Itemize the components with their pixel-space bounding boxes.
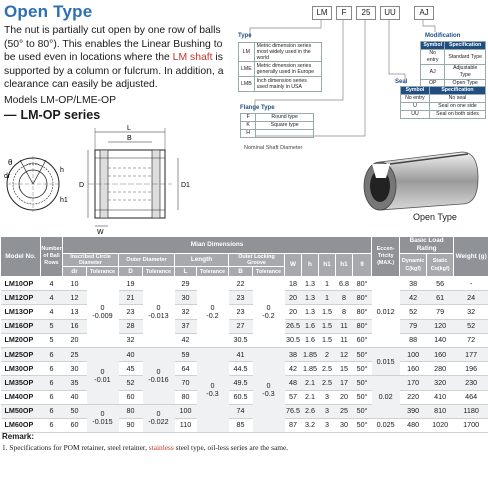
table-cell: 50°	[353, 418, 372, 432]
table-cell: 80°	[353, 291, 372, 305]
type-table	[238, 42, 322, 92]
table-cell: 100	[175, 404, 197, 418]
table-cell: 38	[400, 277, 427, 291]
table-cell: 50	[63, 404, 87, 418]
table-cell: 1.3	[302, 305, 319, 319]
type-spec: Metric dimension series generally used in Europe	[254, 62, 321, 77]
table-cell: 0 -0.015	[87, 404, 119, 432]
table-cell: 50°	[353, 362, 372, 376]
table-cell: 3	[319, 418, 336, 432]
model-cell: LM16OP	[1, 319, 41, 333]
header-static: Static Co(kgf)	[427, 254, 454, 277]
header-dr-tol: Tolerance	[87, 267, 119, 277]
series-dash: —	[4, 108, 17, 122]
mod-header-symbol: Symbol	[421, 42, 445, 50]
mod-spec: Adjustable Type	[445, 65, 486, 80]
table-cell: 3.2	[302, 418, 319, 432]
header-model: Model No.	[1, 237, 41, 277]
table-cell: 23	[229, 305, 253, 319]
table-cell: 1.5	[319, 333, 336, 347]
seal-table-label: Seal	[395, 79, 408, 85]
table-cell: 120	[427, 319, 454, 333]
header-h1b: h1	[336, 254, 353, 277]
table-cell: 6.8	[336, 277, 353, 291]
remark-text-2: steel type, oil-less series are the same.	[173, 443, 289, 452]
table-row	[1, 277, 488, 291]
seal-spec: Seal on one side	[429, 103, 485, 111]
table-cell: 170	[400, 376, 427, 390]
side-view	[79, 125, 190, 234]
open-type-label: Open Type	[413, 212, 457, 222]
table-cell: 2	[319, 347, 336, 361]
table-row	[1, 418, 488, 432]
table-cell: 30.5	[285, 333, 302, 347]
table-cell: 80°	[353, 319, 372, 333]
type-symbol: LMB	[239, 77, 255, 92]
label-d: D	[79, 182, 85, 189]
header-l-tol: Tolerance	[197, 267, 229, 277]
table-row	[1, 362, 488, 376]
flange-spec: Square type	[256, 122, 314, 130]
type-symbol: LME	[239, 62, 255, 77]
header-basic-load: Basic Load Rating	[400, 237, 454, 254]
table-cell: 42	[175, 333, 197, 347]
table-cell: 30	[63, 362, 87, 376]
table-cell: 160	[427, 347, 454, 361]
table-cell: 320	[427, 376, 454, 390]
type-spec: Inch dimension series used mainly in USA	[254, 77, 321, 92]
table-cell: 0 -0.3	[197, 347, 229, 432]
label-dr: dr	[4, 173, 11, 180]
table-cell: 30.5	[229, 333, 253, 347]
type-symbol: LM	[239, 43, 255, 62]
model-cell: LM10OP	[1, 277, 41, 291]
table-cell: 48	[285, 376, 302, 390]
table-cell: 16	[63, 319, 87, 333]
table-cell: 480	[400, 418, 427, 432]
end-view	[4, 156, 68, 212]
table-cell: 6	[41, 362, 63, 376]
table-cell: 87	[285, 418, 302, 432]
table-cell: 26.5	[285, 319, 302, 333]
seal-symbol: U	[401, 103, 430, 111]
table-cell: 64	[175, 362, 197, 376]
flange-spec: Round type	[256, 114, 314, 122]
bushing-drawing	[0, 122, 230, 234]
header-outer: Outer Diameter	[119, 254, 175, 267]
table-cell: 25	[63, 347, 87, 361]
table-cell: 32	[454, 305, 488, 319]
table-row	[1, 376, 488, 390]
table-cell: 160	[400, 362, 427, 376]
seal-table	[400, 86, 486, 119]
code-mod: AJ	[414, 6, 434, 20]
model-cell: LM30OP	[1, 362, 41, 376]
table-cell: 40	[63, 390, 87, 404]
series-title-text: LM-OP series	[20, 108, 101, 122]
table-cell: 74	[229, 404, 253, 418]
table-cell: 196	[454, 362, 488, 376]
table-cell: 0.012	[372, 277, 400, 348]
model-cell: LM60OP	[1, 418, 41, 432]
table-cell: 45	[119, 362, 143, 376]
table-cell: 24	[454, 291, 488, 305]
table-cell: 0.02	[372, 376, 400, 419]
table-cell: 20	[285, 291, 302, 305]
table-cell: 1.6	[302, 333, 319, 347]
flange-symbol: H	[241, 130, 256, 138]
table-cell: 6	[41, 390, 63, 404]
table-cell: 28	[119, 319, 143, 333]
table-cell: 44.5	[229, 362, 253, 376]
table-cell: 8	[336, 305, 353, 319]
table-cell: 410	[427, 390, 454, 404]
header-dynamic: Dynamic C(kgf)	[400, 254, 427, 277]
table-cell: 12	[336, 347, 353, 361]
header-d: D	[119, 267, 143, 277]
table-cell: 20	[63, 333, 87, 347]
table-cell: -	[454, 277, 488, 291]
table-cell: 5	[41, 333, 63, 347]
header-length: Length	[175, 254, 229, 267]
table-cell: 50°	[353, 390, 372, 404]
table-cell: 4	[41, 277, 63, 291]
table-cell: 0 -0.022	[143, 404, 175, 432]
table-cell: 32	[119, 333, 143, 347]
seal-header-symbol: Symbol	[401, 87, 430, 95]
table-row	[1, 319, 488, 333]
header-h1: h1	[319, 254, 336, 277]
model-cell: LM35OP	[1, 376, 41, 390]
table-cell: 0.025	[372, 418, 400, 432]
table-cell: 52	[119, 376, 143, 390]
model-cell: LM50OP	[1, 404, 41, 418]
table-cell: 29	[175, 277, 197, 291]
flange-symbol: F	[241, 114, 256, 122]
table-cell: 70	[175, 376, 197, 390]
remark-highlight: stainless	[148, 443, 174, 452]
table-cell: 220	[400, 390, 427, 404]
mod-header-spec: Specification	[445, 42, 486, 50]
mod-symbol: No entry	[421, 50, 445, 65]
table-cell: 52	[454, 319, 488, 333]
table-cell: 5	[41, 319, 63, 333]
table-cell: 0.015	[372, 347, 400, 375]
table-cell: 60.5	[229, 390, 253, 404]
table-cell: 2.6	[302, 404, 319, 418]
table-cell: 88	[400, 333, 427, 347]
table-cell: 60	[63, 418, 87, 432]
description-highlight: LM shaft	[172, 52, 213, 64]
remark-text	[2, 443, 288, 452]
table-cell: 4	[41, 291, 63, 305]
table-row	[1, 333, 488, 347]
table-cell: 0 -0.013	[143, 277, 175, 348]
model-cell: LM12OP	[1, 291, 41, 305]
seal-spec: Seal on both sides	[429, 111, 485, 119]
table-cell: 59	[175, 347, 197, 361]
table-cell: 50°	[353, 347, 372, 361]
type-table-label: Type	[238, 33, 252, 39]
table-cell: 15	[336, 362, 353, 376]
flange-spec	[256, 130, 314, 138]
header-b: B	[229, 267, 253, 277]
label-w: W	[97, 229, 104, 234]
open-type-bushing-image	[350, 148, 486, 216]
header-w: W	[285, 254, 302, 277]
table-cell: 1.85	[302, 347, 319, 361]
table-cell: 390	[400, 404, 427, 418]
code-flange: F	[336, 6, 352, 20]
table-cell: 2.5	[319, 376, 336, 390]
description-text-2: is supported by a column or fulcrum. In addition, a clearance can easily be adjusted.	[4, 52, 224, 91]
table-cell: 18	[285, 277, 302, 291]
table-cell: 0 -0.016	[143, 347, 175, 404]
table-cell: 38	[285, 347, 302, 361]
table-cell: 20	[336, 390, 353, 404]
description-text-1: The nut is partially cut open by one row of balls (50° to 80°). This enables the Linear Bushing to be used even in locations where the	[4, 25, 223, 64]
table-cell: 1.85	[302, 362, 319, 376]
table-cell: 57	[285, 390, 302, 404]
modification-table	[420, 41, 486, 88]
mod-symbol: OP	[421, 80, 445, 88]
table-cell: 1020	[427, 418, 454, 432]
header-d-tol: Tolerance	[143, 267, 175, 277]
label-d1: D1	[181, 182, 190, 189]
table-cell: 1.5	[319, 319, 336, 333]
nominal-shaft-label: Nominal Shaft Diameter	[244, 145, 303, 151]
mod-symbol: AJ	[421, 65, 445, 80]
model-cell: LM25OP	[1, 347, 41, 361]
table-cell: 76.5	[285, 404, 302, 418]
seal-spec: No seal	[429, 95, 485, 103]
label-theta: θ	[8, 158, 13, 167]
table-cell: 0 -0.2	[253, 277, 285, 348]
table-cell: 3	[319, 390, 336, 404]
table-cell: 0 -0.3	[253, 347, 285, 432]
table-row	[1, 404, 488, 418]
header-theta: θ	[353, 254, 372, 277]
dimensions-table-body	[1, 277, 488, 433]
type-spec: Metric dimension series most widely used in the world	[254, 43, 321, 62]
table-cell: 6	[41, 347, 63, 361]
table-cell: 52	[400, 305, 427, 319]
table-cell: 60°	[353, 333, 372, 347]
table-cell: 13	[63, 305, 87, 319]
mod-spec: Standard Type	[445, 50, 486, 65]
table-cell: 1	[319, 277, 336, 291]
table-cell: 2.1	[302, 390, 319, 404]
table-cell: 80	[119, 404, 143, 418]
table-cell: 35	[63, 376, 87, 390]
table-cell: 8	[336, 291, 353, 305]
table-cell: 23	[229, 291, 253, 305]
table-cell: 1	[319, 291, 336, 305]
header-groove: Outer Locking Groove	[229, 254, 285, 267]
table-cell: 50°	[353, 376, 372, 390]
remark-text-1: 1. Specifications for POM retainer, steel retainer,	[2, 443, 149, 452]
table-cell: 0 -0.2	[197, 277, 229, 348]
table-cell: 3	[319, 404, 336, 418]
table-cell: 464	[454, 390, 488, 404]
series-title	[4, 108, 100, 122]
header-rows: Number of Ball Rows	[41, 237, 63, 277]
table-cell: 72	[454, 333, 488, 347]
table-cell: 100	[400, 347, 427, 361]
table-cell: 1700	[454, 418, 488, 432]
table-cell: 4	[41, 305, 63, 319]
code-seal: UU	[380, 6, 400, 20]
table-cell: 40	[119, 347, 143, 361]
table-cell: 41	[229, 347, 253, 361]
code-size: 25	[356, 6, 376, 20]
table-cell: 21	[119, 291, 143, 305]
modification-table-label: Modification	[425, 33, 461, 39]
model-cell: LM13OP	[1, 305, 41, 319]
header-weight: Weight (g)	[454, 237, 488, 277]
table-cell: 30	[175, 291, 197, 305]
table-cell: 0 -0.009	[87, 277, 119, 348]
code-lm: LM	[312, 6, 332, 20]
table-cell: 60	[119, 390, 143, 404]
table-cell: 25	[336, 404, 353, 418]
model-cell: LM20OP	[1, 333, 41, 347]
table-cell: 1.6	[302, 319, 319, 333]
table-cell: 79	[400, 319, 427, 333]
table-cell: 280	[427, 362, 454, 376]
dimensions-table	[0, 236, 488, 433]
table-cell: 17	[336, 376, 353, 390]
description	[4, 24, 236, 92]
table-cell: 6	[41, 404, 63, 418]
label-b: B	[127, 135, 132, 142]
table-cell: 79	[427, 305, 454, 319]
label-l: L	[127, 125, 131, 132]
table-cell: 20	[285, 305, 302, 319]
table-cell: 90	[119, 418, 143, 432]
label-h: h	[60, 167, 64, 174]
table-cell: 61	[427, 291, 454, 305]
table-cell: 22	[229, 277, 253, 291]
table-cell: 49.5	[229, 376, 253, 390]
table-cell: 230	[454, 376, 488, 390]
table-cell: 32	[175, 305, 197, 319]
table-cell: 50°	[353, 404, 372, 418]
table-cell: 19	[119, 277, 143, 291]
table-row	[1, 291, 488, 305]
table-cell: 6	[41, 418, 63, 432]
flange-symbol: K	[241, 122, 256, 130]
header-h: h	[302, 254, 319, 277]
table-cell: 2.1	[302, 376, 319, 390]
table-cell: 56	[427, 277, 454, 291]
table-row	[1, 305, 488, 319]
table-cell: 30	[336, 418, 353, 432]
header-eccentricity: Eccen-Tricity (MAX.)	[372, 237, 400, 277]
page-title: Open Type	[4, 2, 93, 21]
flange-table-label: Flange Type	[240, 105, 275, 111]
table-cell: 810	[427, 404, 454, 418]
seal-header-spec: Specification	[429, 87, 485, 95]
table-cell: 42	[400, 291, 427, 305]
table-cell: 110	[175, 418, 197, 432]
table-cell: 23	[119, 305, 143, 319]
label-h1: h1	[60, 197, 68, 204]
table-cell: 11	[336, 319, 353, 333]
remark-title: Remark:	[2, 432, 35, 441]
header-main-dimensions: Mian Dimensions	[63, 237, 372, 254]
table-cell: 42	[285, 362, 302, 376]
seal-symbol: UU	[401, 111, 430, 119]
table-cell: 1180	[454, 404, 488, 418]
table-cell: 140	[427, 333, 454, 347]
table-cell: 1.3	[302, 277, 319, 291]
header-l: L	[175, 267, 197, 277]
mod-spec: Open Type	[445, 80, 486, 88]
table-cell: 80°	[353, 305, 372, 319]
table-cell: 0 -0.01	[87, 347, 119, 404]
models-line: Models LM-OP/LME-OP	[4, 95, 117, 106]
table-cell: 1.5	[319, 305, 336, 319]
table-cell: 1.3	[302, 291, 319, 305]
table-row	[1, 347, 488, 361]
table-cell: 37	[175, 319, 197, 333]
table-cell: 12	[63, 291, 87, 305]
model-cell: LM40OP	[1, 390, 41, 404]
table-cell: 80°	[353, 277, 372, 291]
table-cell: 2.5	[319, 362, 336, 376]
table-cell: 85	[229, 418, 253, 432]
table-cell: 11	[336, 333, 353, 347]
seal-symbol: No entry	[401, 95, 430, 103]
flange-table	[240, 113, 314, 138]
table-cell: 10	[63, 277, 87, 291]
header-b-tol: Tolerance	[253, 267, 285, 277]
table-cell: 6	[41, 376, 63, 390]
header-dr: dr	[63, 267, 87, 277]
table-row	[1, 390, 488, 404]
table-cell: 177	[454, 347, 488, 361]
table-cell: 80	[175, 390, 197, 404]
table-cell: 27	[229, 319, 253, 333]
header-inscribed: Inscribed Circle Diameter	[63, 254, 119, 267]
